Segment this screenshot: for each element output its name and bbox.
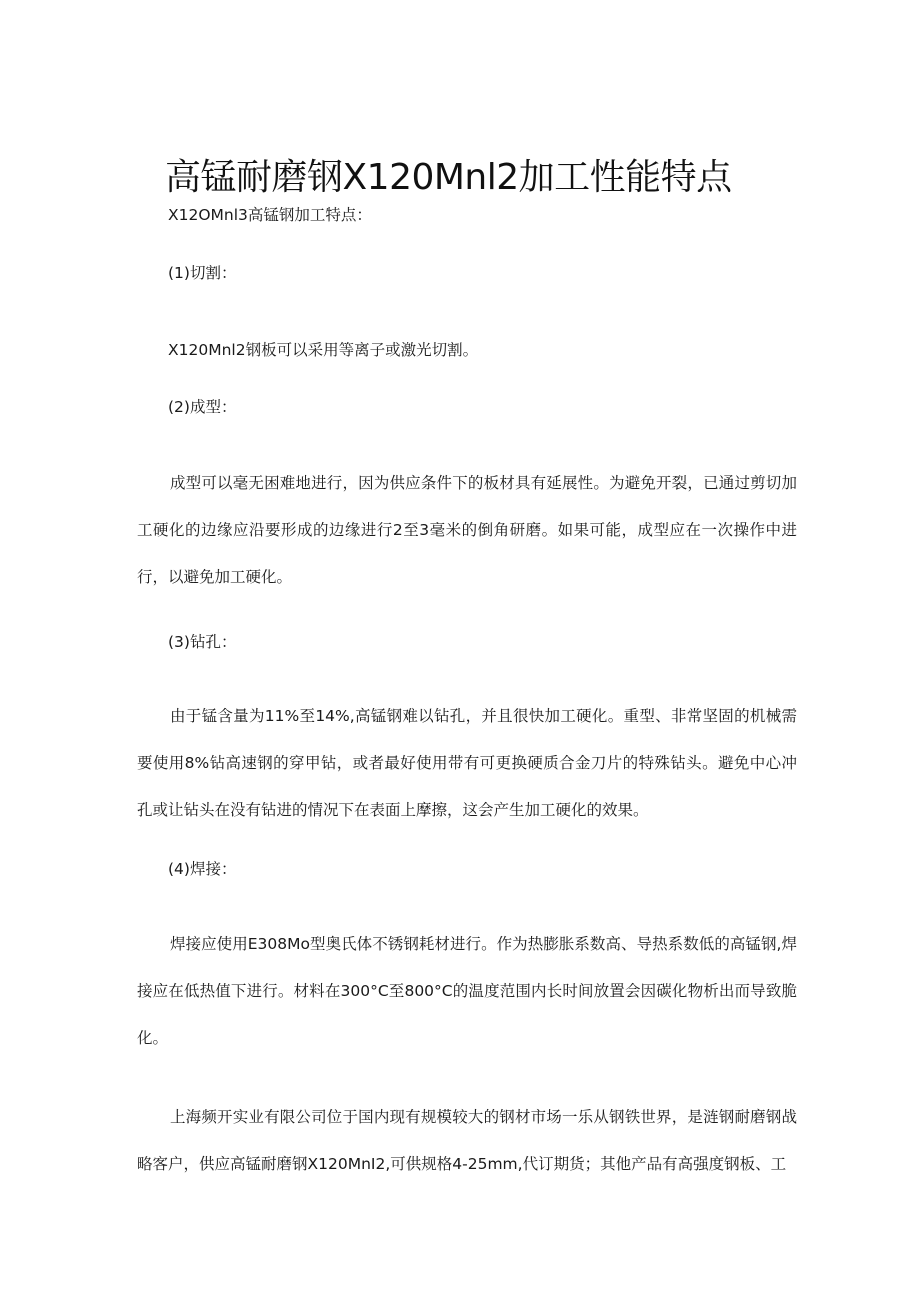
section-body-forming: 成型可以毫无困难地进行，因为供应条件下的板材具有延展性。为避免开裂，已通过剪切加工硬化的边缘应沿要形成的边缘进行2至3毫米的倒角研磨。如果可能，成型应在一次操作中进行，以避免加工硬化。 [137, 474, 797, 586]
section-body-welding: 焊接应使用E308Mo型奥氏体不锈钢耗材进行。作为热膨胀系数高、导热系数低的高锰钢,焊接应在低热值下进行。材料在300°C至800°C的温度范围内长时间放置会因碳化物析出而导致脆化。 [137, 935, 797, 1047]
section-heading-forming: (2)成型： [168, 398, 237, 416]
closing-paragraph: 上海频开实业有限公司位于国内现有规模较大的钢材市场一乐从钢铁世界，是涟钢耐磨钢战略客户，供应高锰耐磨钢X120MnI2,可供规格4-25mm,代订期货；其他产品有高强度钢板、工 [137, 1108, 797, 1173]
section-heading-drilling: (3)钻孔： [168, 633, 237, 651]
section-heading-welding: (4)焊接： [168, 860, 237, 878]
section-body-cutting: X120Mnl2钢板可以采用等离子或激光切割。 [168, 341, 479, 359]
document-title: 高锰耐磨钢X120Mnl2加工性能特点 [165, 157, 732, 199]
subtitle: X12OMnl3高锰钢加工特点： [168, 206, 372, 224]
section-body-drilling: 由于锰含量为11%至14%,高锰钢难以钻孔，并且很快加工硬化。重型、非常坚固的机械需要使用8%钻高速钢的穿甲钻，或者最好使用带有可更换硬质合金刀片的特殊钻头。避免中心冲孔或让钻头在没有钻进的情况下在表面上摩擦，这会产生加工硬化的效果。 [137, 707, 797, 819]
section-heading-cutting: (1)切割： [168, 264, 237, 282]
